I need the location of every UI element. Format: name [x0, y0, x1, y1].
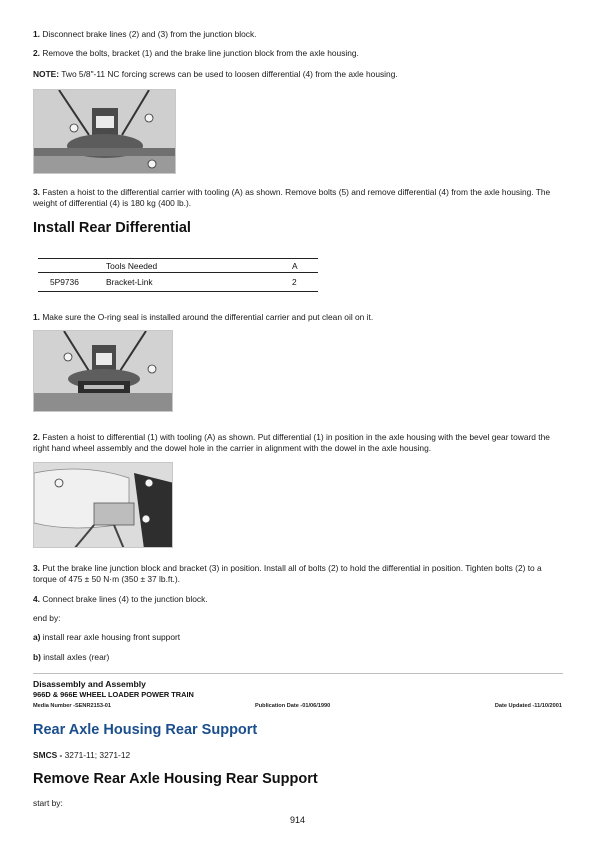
publication-date: Publication Date -01/06/1990 — [255, 703, 331, 709]
step-2-remove-bolts: 2. Remove the bolts, bracket (1) and the brake line junction block from the axle housing. — [33, 48, 359, 58]
step-1-disconnect: 1. Disconnect brake lines (2) and (3) from the junction block. — [33, 29, 257, 39]
figure-install-hoist — [33, 330, 173, 412]
section-title: Disassembly and Assembly — [33, 679, 146, 689]
smcs-codes: SMCS - 3271-11; 3271-12 — [33, 750, 131, 760]
rear-axle-support-heading: Rear Axle Housing Rear Support — [33, 722, 258, 738]
section-divider — [33, 673, 563, 674]
tool-part-number: 5P9736 — [50, 277, 79, 287]
end-by-item-a: a) install rear axle housing front support — [33, 632, 181, 642]
start-by-label: start by: — [33, 798, 63, 808]
step-3-fasten-hoist: 3. Fasten a hoist to the differential carrier with tooling (A) as shown. Remove bolts (5) and remove differential (4) from the axle housing. The weight of differential (4) is 180 kg (400 lb.). — [33, 187, 551, 208]
page-number: 914 — [289, 815, 306, 825]
install-step-3-torque: 3. Put the brake line junction block and bracket (3) in position. Install all of bolts (2) to hold the differential in position. Tighten bolts (2) to a torque of 475 ± 50 N·m (350 ± 37 lb.ft.). — [33, 563, 542, 584]
install-step-2-position: 2. Fasten a hoist to differential (1) with tooling (A) as shown. Put differential (1) in position in the axle housing with the bevel gear toward the right hand wheel assembly and the dowel hole in the carrier in alignment with the dowel in the axle housing. — [33, 432, 550, 453]
tools-header-title: Tools Needed — [106, 261, 158, 271]
install-step-4-connect: 4. Connect brake lines (4) to the junction block. — [33, 594, 208, 604]
table-top-rule — [38, 258, 318, 259]
install-rear-differential-heading: Install Rear Differential — [33, 220, 191, 236]
tool-quantity: 2 — [292, 277, 297, 287]
remove-support-heading: Remove Rear Axle Housing Rear Support — [33, 771, 318, 787]
media-number: Media Number -SENR2153-01 — [33, 703, 112, 709]
tools-header-col-a: A — [292, 261, 298, 271]
end-by-item-b: b) install axles (rear) — [33, 652, 110, 662]
table-bottom-rule — [38, 291, 318, 292]
table-mid-rule — [38, 272, 318, 273]
tool-name: Bracket-Link — [106, 277, 153, 287]
figure-differential-hoist — [33, 89, 176, 174]
end-by-label: end by: — [33, 613, 61, 623]
note-forcing-screws: NOTE: Two 5/8"-11 NC forcing screws can be used to loosen differential (4) from the axle housing. — [33, 69, 398, 79]
install-step-1-oring: 1. Make sure the O-ring seal is installed around the differential carrier and put clean oil on it. — [33, 312, 374, 322]
model-title: 966D & 966E WHEEL LOADER POWER TRAIN — [33, 690, 194, 699]
date-updated: Date Updated -11/10/2001 — [494, 703, 562, 709]
figure-junction-block — [33, 462, 173, 548]
